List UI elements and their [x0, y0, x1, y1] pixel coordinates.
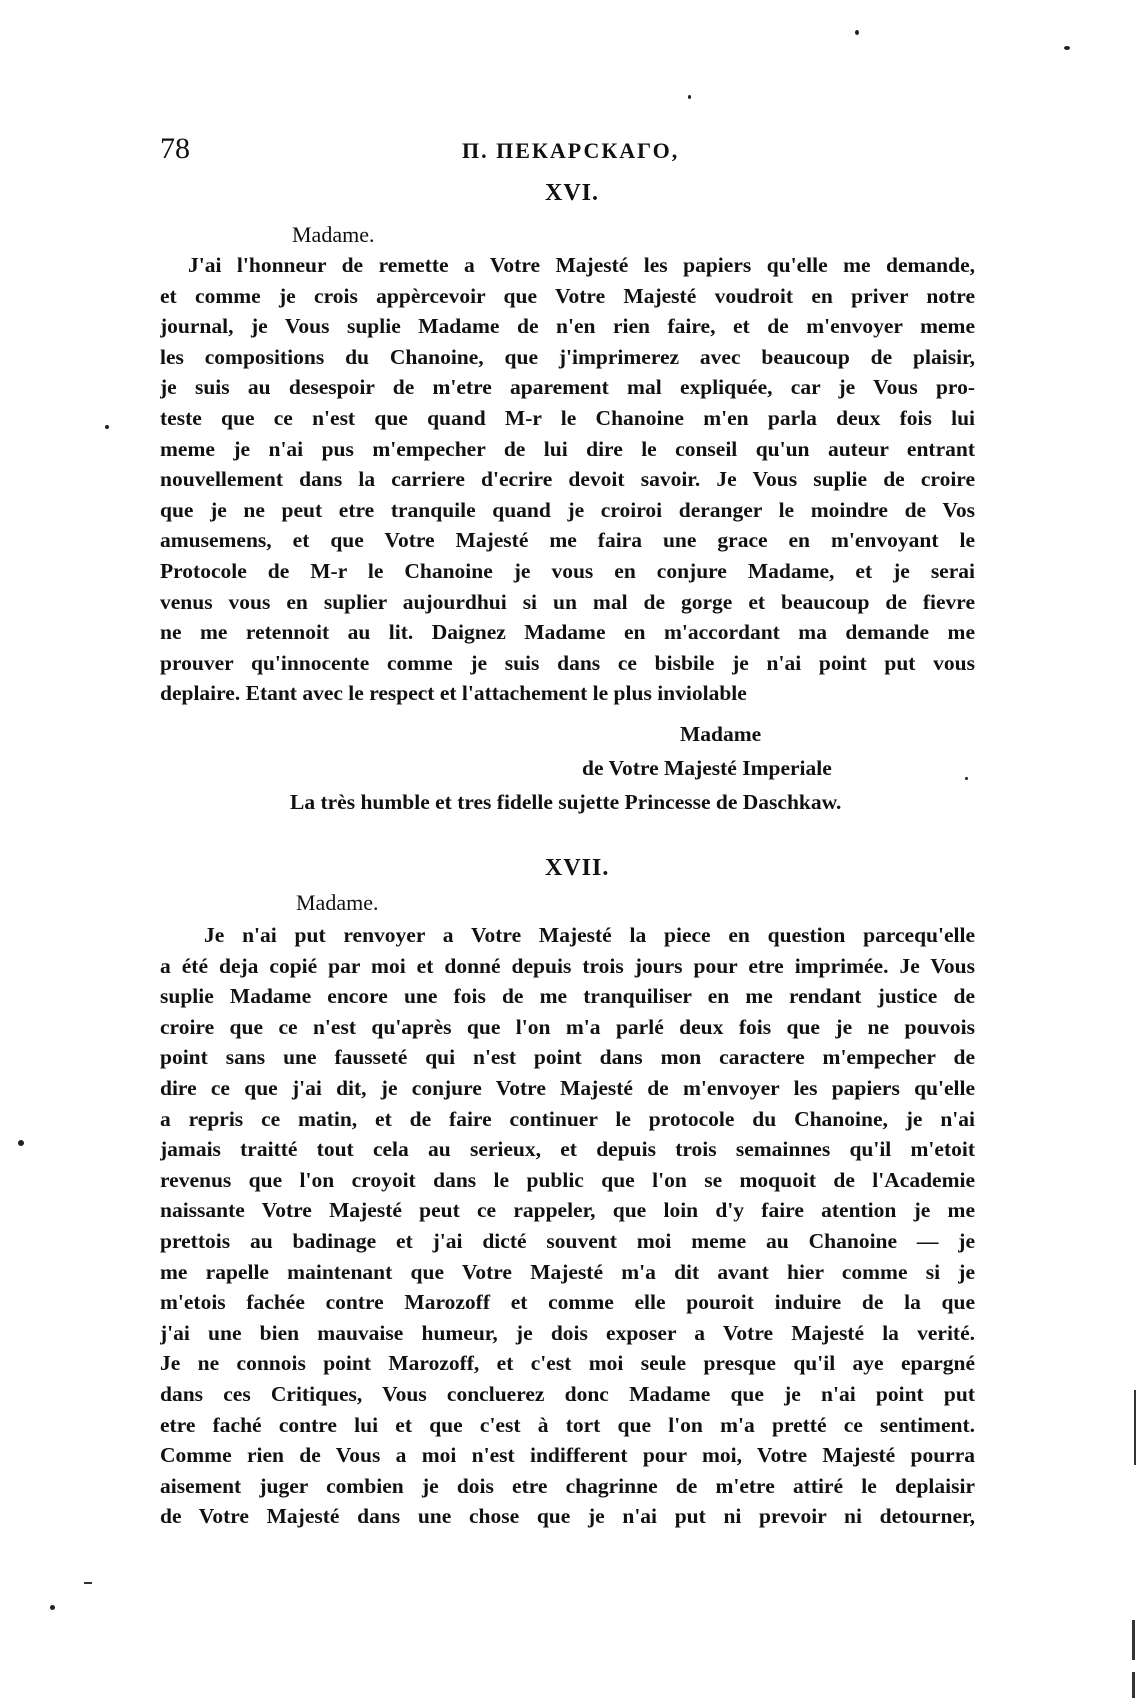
text-line: a repris ce matin, et de faire continuer le protocole du Chanoine, je n'ai [160, 1106, 975, 1131]
text-line: deplaire. Etant avec le respect et l'attachement le plus inviolable [160, 681, 747, 706]
scan-speck [855, 30, 859, 35]
text-line: etre faché contre lui et que c'est à tort que l'on m'a pretté ce sentiment. [160, 1412, 975, 1437]
scan-speck [105, 425, 109, 429]
text-line: revenus que l'on croyoit dans le public que l'on se moquoit de l'Academie [160, 1167, 975, 1192]
scan-edge-mark [1132, 1620, 1135, 1660]
letter-heading-xvi: XVI. [545, 180, 600, 206]
text-line: journal, je Vous suplie Madame de n'en rien faire, et de m'envoyer meme [160, 314, 975, 339]
text-line: dans ces Critiques, Vous concluerez donc Madame que je n'ai point put [160, 1381, 975, 1406]
closing-madame: Madame [680, 722, 762, 746]
text-line: meme je n'ai pus m'empecher de lui dire le conseil qu'un auteur entrant [160, 436, 975, 461]
text-line: Protocole de M-r le Chanoine je vous en conjure Madame, et je serai [160, 558, 975, 583]
letter-body-xvii [160, 920, 975, 1532]
text-line: les compositions du Chanoine, que j'imprimerez avec beaucoup de plaisir, [160, 344, 975, 369]
text-line: que je ne peut etre tranquile quand je croiroi deranger le moindre de Vos [160, 497, 975, 522]
text-line: Je ne connois point Marozoff, et c'est moi seule presque qu'il aye epargné [160, 1351, 975, 1376]
salutation-xvii: Madame. [296, 890, 379, 915]
text-line: je suis au desespoir de m'etre aparement mal expliquée, car je Vous pro- [160, 375, 975, 400]
text-line: prettois au badinage et j'ai dicté souvent moi meme au Chanoine — je [160, 1228, 975, 1253]
page-number: 78 [160, 132, 190, 165]
text-line: me rapelle maintenant que Votre Majesté m'a dit avant hier comme si je [160, 1259, 975, 1284]
scan-speck [18, 1140, 24, 1146]
closing-imperiale: de Votre Majesté Imperiale [582, 756, 832, 780]
scan-speck [965, 777, 968, 780]
text-line: croire que ce n'est qu'après que l'on m'a parlé deux fois que je ne pouvois [160, 1014, 975, 1039]
text-line: dire ce que j'ai dit, je conjure Votre Majesté de m'envoyer les papiers qu'elle [160, 1075, 975, 1100]
salutation-xvi: Madame. [292, 222, 375, 247]
scan-edge-mark [84, 1582, 92, 1584]
text-line: point sans une fausseté qui n'est point dans mon caractere m'empecher de [160, 1045, 975, 1070]
text-line: nouvellement dans la carriere d'ecrire devoit savoir. Je Vous suplie de croire [160, 467, 975, 492]
text-line: naissante Votre Majesté peut ce rappeler, que loin d'y faire atention je me [160, 1198, 975, 1223]
text-line: prouver qu'innocente comme je suis dans ce bisbile je n'ai point put vous [160, 650, 975, 675]
text-line: m'etois fachée contre Marozoff et comme elle pouroit induire de la que [160, 1290, 975, 1315]
text-line: suplie Madame encore une fois de me tranquiliser en me rendant justice de [160, 984, 975, 1009]
scan-edge-mark [1134, 1390, 1136, 1465]
scan-edge-mark [1132, 1672, 1135, 1698]
signature-daschkaw: La très humble et tres fidelle sujette Princesse de Daschkaw. [290, 790, 842, 814]
scan-speck [1064, 46, 1070, 50]
text-line: amusemens, et que Votre Majesté me faira une grace en m'envoyant le [160, 528, 975, 553]
scan-speck [50, 1605, 55, 1610]
text-line: de Votre Majesté dans une chose que je n'ai put ni prevoir ni detourner, [160, 1504, 975, 1529]
text-line: jamais traitté tout cela au serieux, et depuis trois semainnes qu'il m'etoit [160, 1137, 975, 1162]
text-line: venus vous en suplier aujourdhui si un mal de gorge et beaucoup de fievre [160, 589, 975, 614]
text-line: Comme rien de Vous a moi n'est indifferent pour moi, Votre Majesté pourra [160, 1443, 975, 1468]
text-line: et comme je crois appèrcevoir que Votre Majesté voudroit en priver notre [160, 283, 975, 308]
text-line: j'ai une bien mauvaise humeur, je dois exposer a Votre Majesté la verité. [160, 1320, 975, 1345]
running-head: П. ПЕКАРСКАГО, [462, 138, 680, 163]
text-line: a été deja copié par moi et donné depuis trois jours pour etre imprimée. Je Vous [160, 953, 975, 978]
text-line: aisement juger combien je dois etre chagrinne de m'etre attiré le deplaisir [160, 1473, 975, 1498]
scan-speck [688, 95, 691, 99]
text-line: teste que ce n'est que quand M-r le Chanoine m'en parla deux fois lui [160, 405, 975, 430]
letter-body-xvi [160, 250, 975, 709]
text-line: Je n'ai put renvoyer a Votre Majesté la piece en question parcequ'elle [204, 923, 975, 947]
text-line: J'ai l'honneur de remette a Votre Majesté les papiers qu'elle me demande, [188, 253, 975, 277]
text-line: ne me retennoit au lit. Daignez Madame en m'accordant ma demande me [160, 620, 975, 645]
letter-heading-xvii: XVII. [545, 855, 610, 881]
